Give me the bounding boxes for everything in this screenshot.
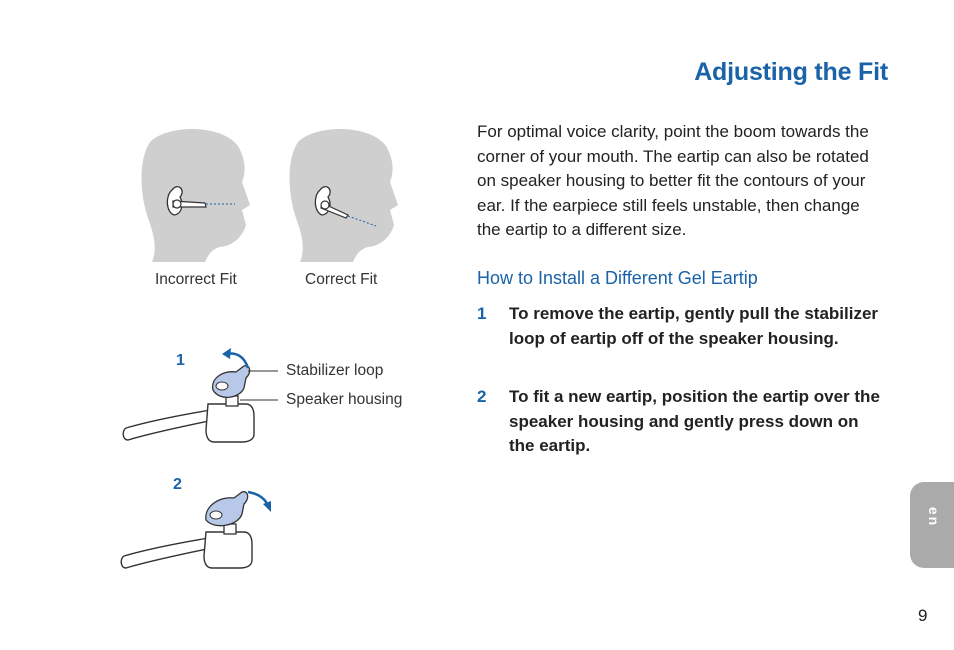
step-2-text: To fit a new eartip, position the eartip over the speaker housing and gently press down on the eartip. [509,387,880,456]
head-silhouette [142,129,251,262]
head-correct-fit-illustration [290,129,399,262]
step-2-number: 2 [477,387,487,406]
head-silhouette [290,129,399,262]
headset-earpiece [321,201,329,209]
headset-body [204,532,252,568]
step-1-text: To remove the eartip, gently pull the stabilizer loop of eartip off of the speaker housing. [509,304,879,348]
figure-1-number: 1 [176,352,185,369]
press-arrowhead [263,501,271,512]
stabilizer-loop-label: Stabilizer loop [286,362,384,379]
headset-earpiece [173,200,181,208]
headset-figure-1 [123,348,278,442]
language-tab [910,482,954,568]
section-heading: How to Install a Different Gel Eartip [477,268,758,288]
headset-boom-arm [121,538,212,568]
figure-2-number: 2 [173,476,182,493]
gel-eartip [206,492,248,526]
eartip-opening [216,382,228,390]
head-incorrect-fit-illustration [142,129,251,262]
incorrect-fit-label: Incorrect Fit [155,271,237,288]
intro-paragraph: For optimal voice clarity, point the boom towards the corner of your mouth. The eartip can also be rotated on speaker housing to better fit the contours of your ear. If the earpiece still feels unstable, then change the eartip to a different size. [477,122,869,240]
eartip-opening [210,511,222,519]
headset-boom-arm [123,410,214,440]
step-1-number: 1 [477,304,487,323]
page-number: 9 [918,606,928,625]
headset-figure-2 [121,492,271,568]
page-title: Adjusting the Fit [694,58,888,86]
headset-body [206,404,254,442]
speaker-housing-label: Speaker housing [286,391,403,408]
correct-fit-label: Correct Fit [305,271,378,288]
remove-arrowhead [222,348,231,359]
language-tab-label: en [926,506,942,528]
gel-eartip [213,366,250,398]
